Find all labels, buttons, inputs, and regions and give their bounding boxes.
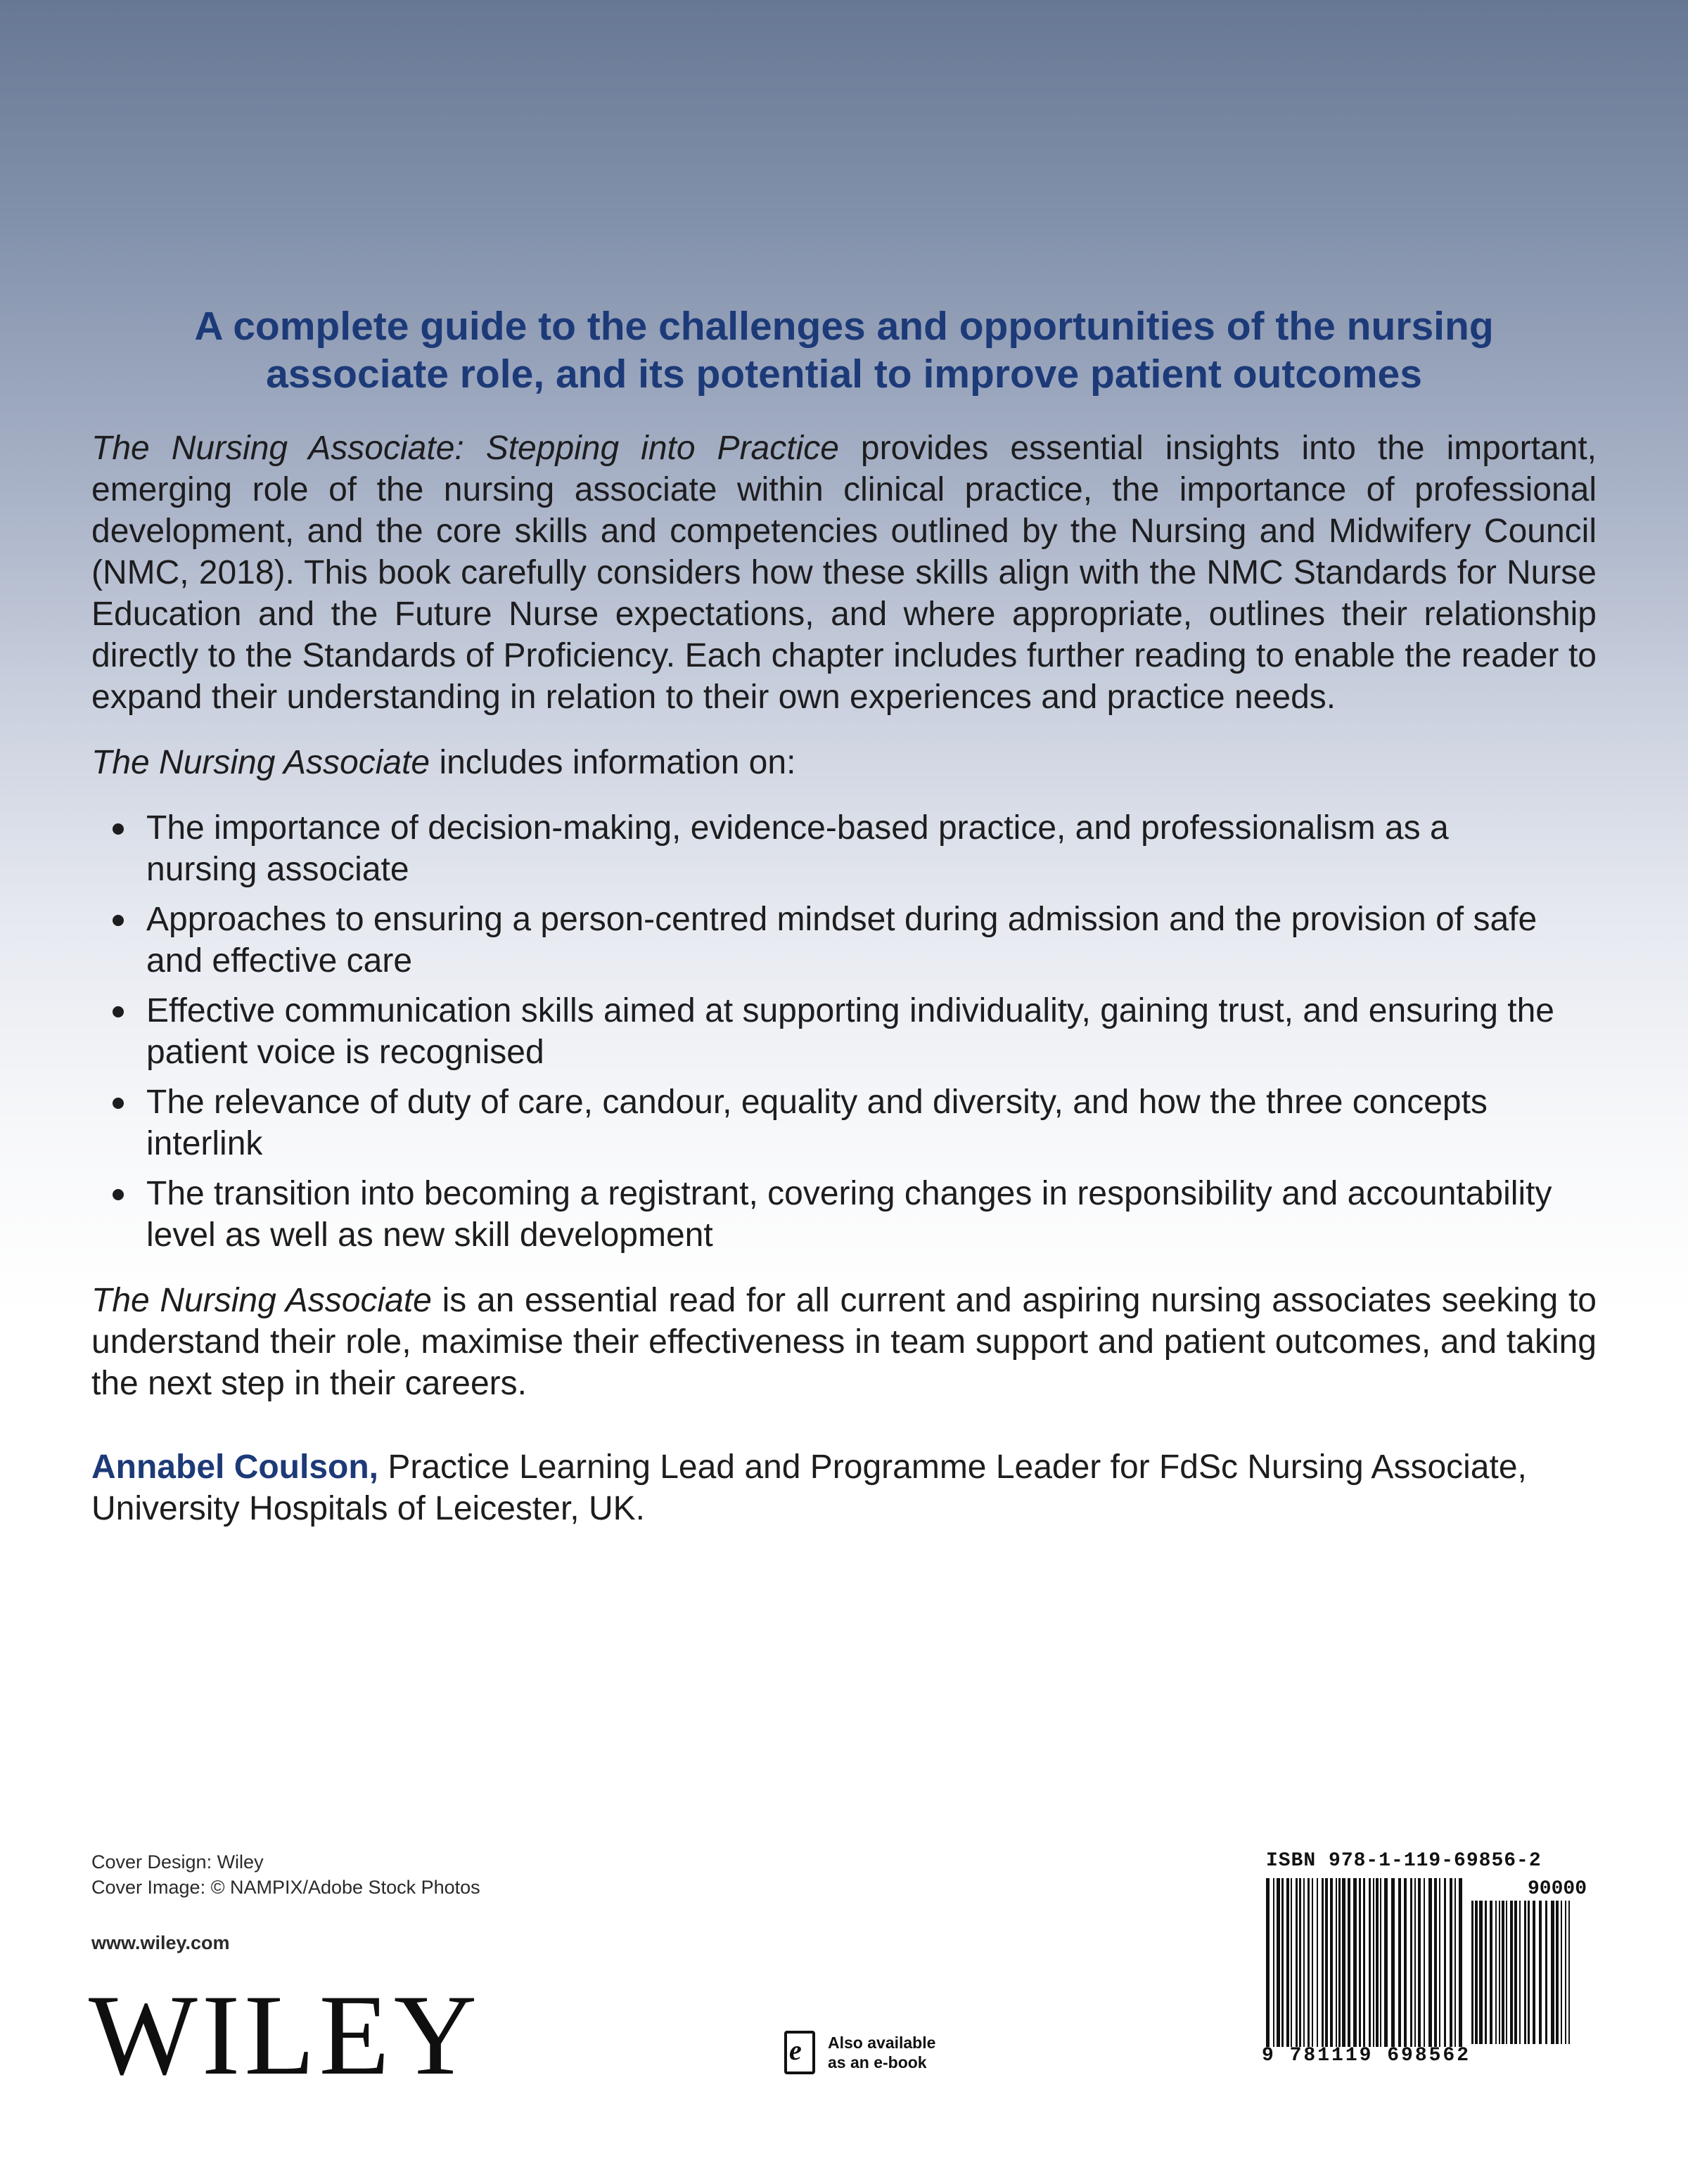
barcode-bar <box>1519 1901 1521 2044</box>
barcode-bar <box>1336 1878 1337 2047</box>
barcode-bar <box>1296 1878 1298 2047</box>
barcode-bar <box>1342 1878 1345 2047</box>
barcode-bar <box>1459 1878 1462 2047</box>
barcode-bar <box>1545 1901 1547 2044</box>
barcode-bar <box>1495 1901 1497 2044</box>
bullet-icon <box>113 1006 124 1017</box>
barcode-bar <box>1312 1878 1313 2047</box>
book-title-short: The Nursing Associate <box>91 1282 432 1319</box>
barcode-bar <box>1479 1901 1483 2044</box>
barcode-bar <box>1325 1878 1328 2047</box>
ebook-icon: e <box>784 2031 815 2074</box>
ebook-badge <box>784 2031 935 2074</box>
barcode-bar <box>1565 1901 1566 2044</box>
barcode-bar <box>1475 1901 1478 2044</box>
barcode-bar <box>1291 1878 1292 2047</box>
barcode-bar <box>1376 1878 1379 2047</box>
author-role: Practice Learning Lead and Programme Leader for FdSc Nursing Associate, <box>378 1448 1527 1486</box>
price-addon-label: 90000 <box>1528 1878 1587 1900</box>
barcode-bar <box>1444 1878 1446 2047</box>
list-item: Approaches to ensuring a person-centred mindset during admission and the provision of safe and effective care <box>91 899 1567 982</box>
barcode-bar <box>1410 1878 1412 2047</box>
barcode-bar <box>1353 1878 1357 2047</box>
barcode-bar <box>1499 1901 1500 2044</box>
author-bio <box>91 1446 1597 1529</box>
barcode-bar <box>1277 1878 1280 2047</box>
barcode-bar <box>1539 1901 1542 2044</box>
barcode-bar <box>1398 1878 1401 2047</box>
barcode-main-icon <box>1266 1878 1463 2047</box>
barcode-digits: 9 781119 698562 <box>1262 2045 1471 2067</box>
barcode-bar <box>1533 1901 1535 2044</box>
barcode-bar <box>1524 1901 1526 2044</box>
barcode-addon-icon <box>1471 1901 1570 2044</box>
barcode-bar <box>1418 1878 1421 2047</box>
barcode-bar <box>1391 1878 1395 2047</box>
barcode-bar <box>1490 1901 1492 2044</box>
topics-list <box>91 807 1597 1256</box>
intro-text: provides essential insights into the important, emerging role of the nursing associate within clinical practice, the importance of professional development, and the core skills and competencies outlined by the Nursing and Midwifery Council (NMC, 2018). This book carefully considers how these skills align with the NMC Standards for Nurse Education and the Future Nurse expectations, and where appropriate, outlines their relationship directly to the Standards of Proficiency. Each chapter includes further reading to enable the reader to expand their understanding in relation to their own experiences and practice needs. <box>91 430 1597 716</box>
includes-intro <box>91 742 1597 783</box>
barcode-bar <box>1485 1901 1487 2044</box>
barcode-bar <box>1502 1901 1504 2044</box>
barcode-bar <box>1363 1878 1365 2047</box>
book-title-short: The Nursing Associate <box>91 744 430 781</box>
barcode-bar <box>1330 1878 1333 2047</box>
isbn-barcode <box>1259 1846 1587 2078</box>
list-item: The importance of decision-making, evidence-based practice, and professionalism as a nursing associate <box>91 807 1567 890</box>
barcode-bar <box>1384 1878 1388 2047</box>
bullet-icon <box>113 1098 124 1109</box>
barcode-bar <box>1414 1878 1416 2047</box>
cover-design-credit: Cover Design: Wiley <box>91 1851 264 1873</box>
barcode-bar <box>1373 1878 1374 2047</box>
list-item: The transition into becoming a registrant, covering changes in responsibility and accountability level as well as new skill development <box>91 1173 1567 1256</box>
barcode-bar <box>1266 1878 1270 2047</box>
list-item: Effective communication skills aimed at supporting individuality, gaining trust, and ensuring the patient voice is recognised <box>91 990 1567 1073</box>
barcode-bar <box>1434 1878 1437 2047</box>
summary-text: is an essential read for all current and aspiring nursing associates seeking to understand their role, maximise their effectiveness in team support and patient outcomes, and taking the next step in their careers. <box>91 1282 1597 1402</box>
barcode-bar <box>1471 1901 1473 2044</box>
intro-paragraph <box>91 428 1597 718</box>
barcode-bar <box>1428 1878 1432 2047</box>
barcode-bar <box>1450 1878 1452 2047</box>
barcode-bar <box>1506 1901 1507 2044</box>
barcode-bar <box>1348 1878 1350 2047</box>
barcode-bar <box>1322 1878 1324 2047</box>
barcode-bar <box>1359 1878 1361 2047</box>
barcode-bar <box>1528 1901 1530 2044</box>
ebook-text: Also available as an e-book <box>828 2034 936 2071</box>
headline-line-2: associate role, and its potential to improve patient outcomes <box>266 352 1422 397</box>
barcode-bar <box>1299 1878 1301 2047</box>
isbn-label: ISBN 978-1-119-69856-2 <box>1266 1850 1542 1872</box>
list-item: The relevance of duty of care, candour, equality and diversity, and how the three concepts interlink <box>91 1081 1567 1164</box>
barcode-bar <box>1561 1901 1562 2044</box>
barcode-bar <box>1514 1901 1517 2044</box>
back-cover-content <box>91 302 1597 1529</box>
barcode-bar <box>1551 1901 1554 2044</box>
summary-paragraph <box>91 1280 1597 1404</box>
barcode-bar <box>1454 1878 1456 2047</box>
barcode-bar <box>1338 1878 1341 2047</box>
author-name: Annabel Coulson, <box>91 1448 378 1486</box>
barcode-bar <box>1369 1878 1371 2047</box>
bullet-icon <box>113 1189 124 1200</box>
barcode-bar <box>1317 1878 1318 2047</box>
barcode-bar <box>1286 1878 1289 2047</box>
barcode-bar <box>1439 1878 1440 2047</box>
author-affiliation: University Hospitals of Leicester, UK. <box>91 1490 645 1527</box>
barcode-bar <box>1307 1878 1310 2047</box>
bullet-icon <box>113 915 124 926</box>
barcode-bar <box>1568 1901 1570 2044</box>
headline <box>91 302 1597 398</box>
barcode-bar <box>1510 1901 1513 2044</box>
cover-image-credit: Cover Image: © NAMPIX/Adobe Stock Photos <box>91 1877 480 1898</box>
bullet-icon <box>113 823 124 835</box>
barcode-bar <box>1380 1878 1381 2047</box>
headline-line-1: A complete guide to the challenges and opportunities of the nursing <box>194 304 1494 349</box>
book-title-full: The Nursing Associate: Stepping into Practice <box>91 430 839 467</box>
barcode-bar <box>1303 1878 1305 2047</box>
includes-text: includes information on: <box>430 744 796 781</box>
barcode-bar <box>1556 1901 1559 2044</box>
barcode-bar <box>1273 1878 1274 2047</box>
barcode-bar <box>1424 1878 1425 2047</box>
wiley-logo: WILEY <box>89 1972 482 2099</box>
barcode-bar <box>1281 1878 1284 2047</box>
cover-credits <box>91 1849 480 1900</box>
publisher-website: www.wiley.com <box>91 1932 230 1953</box>
barcode-bar <box>1404 1878 1407 2047</box>
